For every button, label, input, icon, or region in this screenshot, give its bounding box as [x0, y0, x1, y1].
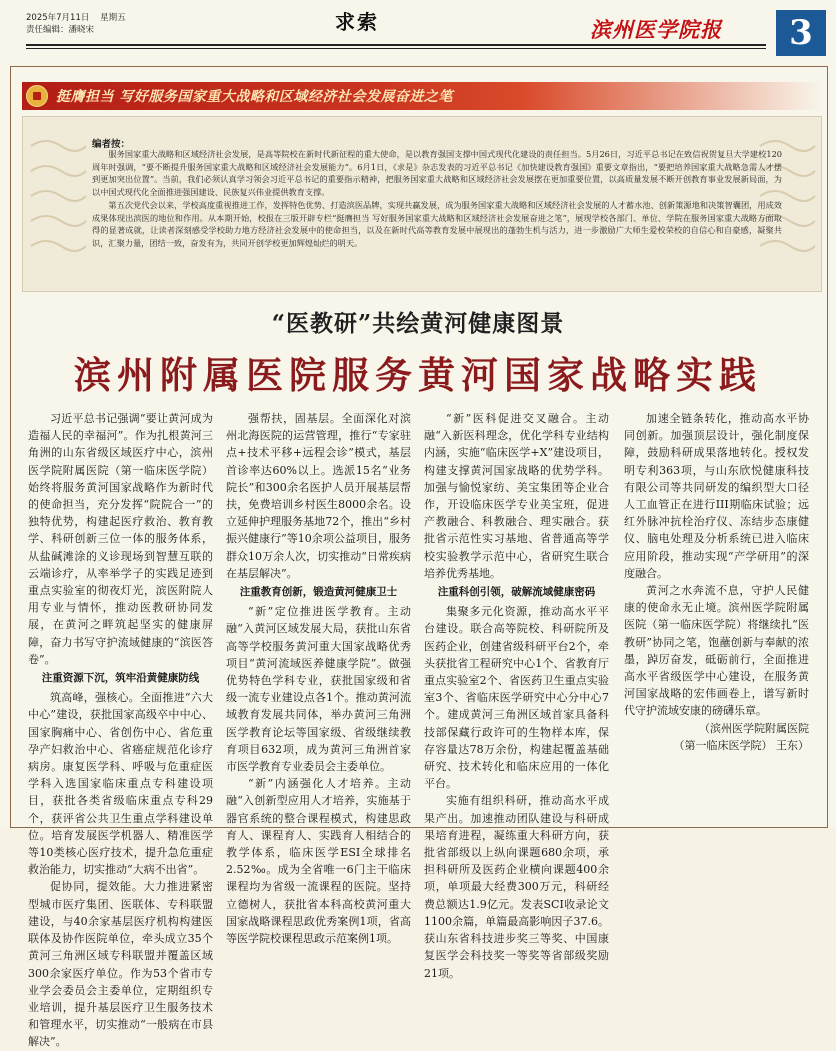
- author-signature: （滨州医学院附属医院: [699, 721, 809, 735]
- section-subheading: 注重科创引领，破解流域健康密码: [437, 586, 596, 599]
- article-paragraph: 促协同，提效能。大力推进紧密型城市医疗集团、医联体、专科联盟建设，与40余家基层医疗机构构建医联体及协作医院单位，牵头成立35个黄河三角洲区域专科联盟并覆盖区域300余家医疗单位。作为53个省市专业学会委员会主委单位，定期组织专业培训，提升基层医疗卫生服务技术和管理水平，切实推动“一般病在市县解决”。: [28, 880, 213, 1049]
- editor-note-paragraph: 第五次党代会以来，学校高度重视推进工作，发挥特色优势、打造滨医品牌，实现共赢发展，成为服务国家重大战略和区域经济社会发展的人才蓄水池、创新策源地和决策智囊团，用成效成果体现出滨医的地位和作用。从本期开始，校报在三版开辟专栏“挺膺担当 写好服务国家重大战略和区域经济社会发展奋进之笔”，展现学校各部门、单位、学院在服务国家重大战略方面取得的显著成就，让读者深刻感受学校助力地方经济社会发展中的使命担当，以及在新时代高等教育发展中展现出的蓬勃生机与活力，进一步激励广大师生爱校荣校的自信心和自豪感，凝聚共识，汇聚力量，团结一致，奋发有为，共同开创学校更加辉煌灿烂的明天。: [92, 199, 782, 248]
- section-title: 求索: [335, 10, 379, 34]
- masthead-rule-thin: [26, 48, 766, 49]
- wave-pattern-left-icon: [26, 126, 86, 276]
- page-number-badge: 3: [776, 10, 826, 56]
- editor-note-body: [92, 148, 782, 250]
- article-paragraph: “新”内涵强化人才培养。主动融“入创新型应用人才培养，实施基于器官系统的整合课程模式，构建思政育人、课程育人、实践育人相结合的教学体系，临床医学ESI全球排名2.52‰。成为全省唯一6门主干临床课程均为省级一流课程的医院。坚持立德树人，获批省本科高校黄河重大国家战略课程思政优秀案例1项，省高等医学院校课程思政示范案例1项。: [226, 777, 411, 946]
- party-emblem-icon: [26, 85, 48, 107]
- article-paragraph: 习近平总书记强调“要让黄河成为造福人民的幸福河”。作为扎根黄河三角洲的山东省级区域医疗中心，滨州医学院附属医院（第一临床医学院）始终将服务黄河国家战略作为新时代的使命担当，充分发挥“院院合一”的独特优势，构建起医疗救治、教育教学、科研创新三位一体的服务体系，从盐碱滩涂的义诊现场到智慧互联的云端诊疗，从率举学子的实践足迹到重点实验室的彻夜灯光，滨医附院人用专业与情怀，推动医教研协同发展，在黄河之畔筑起坚实的健康屏障，奋力书写守护流域健康的“滨医答卷”。: [28, 412, 213, 666]
- masthead-rule: [26, 44, 766, 46]
- article-paragraph: 强帮扶，固基层。全面深化对滨州北海医院的运营管理，推行“专家驻点+技术平移+远程会诊”模式，基层首诊率达60%以上。选派15名“业务院长”和300余名医护人员开展基层帮扶，免费培训乡村医生8000余名。设立延伸护理服务基地72个，推出“乡村振兴健康行”等10余项公益项目，服务群众10万余人次，切实推动“日常疾病在基层解决”。: [226, 412, 411, 580]
- editor-note-label: 编者按：: [92, 139, 131, 150]
- article-paragraph: “新”医科促进交叉融合。主动融“入新医科理念，优化学科专业结构内涵，实施“临床医学+X”建设项目，构建支撑黄河国家战略的优势学科。加强与愉悦家纺、美宝集团等企业合作，开设临床医学专业美宝班，促进产教融合、科教融合、理实融合。获批省示范性实习基地、省普通高等学校实验教学示范中心，省研究生联合培养优秀基地。: [424, 412, 609, 580]
- article-paragraph: 筑高峰，强核心。全面推进“六大中心”建设，获批国家高级卒中中心、国家胸痛中心、省创伤中心、省危重孕产妇救治中心、省癌症规范化诊疗病房。康复医学科、呼吸与危重症医学科入选国家临床重点专科建设项目，获批各类省级临床重点专科29个，获评省公共卫生重点学科建设单位。培育发展医学机器人、精准医学等10类核心医疗技术，提升急危重症救治能力，切实推动“大病不出省”。: [28, 691, 213, 877]
- issue-weekday: 星期五: [100, 13, 126, 23]
- article-paragraph: 加速全链条转化，推动高水平协同创新。加强顶层设计，强化制度保障，鼓励科研成果落地转化。授权发明专利363项，与山东欣悦健康科技有限公司等共同研发的编织型大口径人工血管正在进行III期临床试验；远红外脉冲抗栓治疗仪、冻结步态康健仪、脑电处理及分析系统已进入临床应用阶段，推动实现“产学研用”的深度融合。: [624, 412, 809, 580]
- issue-info: [26, 12, 126, 36]
- responsible-editor: 责任编辑：潘晓宋: [26, 25, 95, 35]
- masthead: [0, 0, 836, 62]
- editor-note-paragraph: 服务国家重大战略和区域经济社会发展，是高等院校在新时代新征程的重大使命，是以教育强国支撑中国式现代化建设的责任担当。5月26日，习近平总书记在致信祝贺复旦大学建校120周年时强调，“要不断提升服务国家重大战略和区域经济社会发展能力”。6月1日，《求是》杂志发表的习近平总书记《加快建设教育强国》重要文章指出，“要把培养国家重大战略急需人才摆到更加突出位置”。当前，我们必须认真学习领会习近平总书记的重要指示精神，把服务国家重大战略和区域经济社会发展摆在更加重要位置，以高质量发展不断开创教育事业发展新局面，为以中国式现代化全面推进强国建设、民族复兴伟业提供教育支撑。: [92, 149, 782, 198]
- banner-fade: [522, 82, 822, 110]
- banner-title: 挺膺担当 写好服务国家重大战略和区域经济社会发展奋进之笔: [56, 89, 453, 105]
- paper-name-logo: 滨州医学院报: [590, 17, 722, 42]
- article-column-4: [624, 410, 809, 828]
- article-paragraph: 黄河之水奔流不息，守护人民健康的使命永无止境。滨州医学院附属医院（第一临床医学院）将继续扎“医教研”协同之笔，饱蘸创新与奉献的浓墨，踔厉奋发，砥砺前行，全面推进高水平省级医学中心建设，在服务黄河国家战略的宏伟画卷上，谱写新时代守护流域安康的磅礴乐章。: [624, 584, 809, 718]
- article-column-1: [28, 410, 213, 1049]
- article-column-2: [226, 410, 411, 946]
- section-subheading: 注重资源下沉，筑牢沿黄健康防线: [41, 672, 200, 685]
- article-column-3: [424, 410, 609, 980]
- section-subheading: 注重教育创新，锻造黄河健康卫士: [239, 586, 398, 599]
- column-banner: [22, 82, 522, 110]
- article-paragraph: “新”定位推进医学教育。主动融“入黄河区域发展大局，获批山东省高等学校服务黄河重大国家战略优秀项目“黄河流域医养健康学院”。做强优势特色学科专业，获批国家级和省级一流专业建设点各1个。推动黄河流域教育发展共同体，举办黄河三角洲医学教育论坛等国家级、省级继续教育项目632项，成为黄河三角洲首家市医学教育专业委员会主委单位。: [226, 605, 411, 774]
- article-headline: 滨州附属医院服务黄河国家战略实践: [74, 353, 762, 397]
- article-subhead: “医教研”共绘黄河健康图景: [271, 310, 565, 337]
- article-paragraph: 集聚多元化资源，推动高水平平台建设。联合高等院校、科研院所及医药企业，创建省级科研平台2个，牵头获批省工程研究中心1个、省教育厅重点实验室2个、省医药卫生重点实验室3个、省临床医学研究中心分中心7个。建成黄河三角洲区域首家具备科技部保藏行政许可的生物样本库，保存容量达78万余份，构建起覆盖基础研究、技术转化和临床应用的一体化平台。: [424, 605, 609, 791]
- author-signature: （第一临床医学院） 王东）: [673, 738, 809, 752]
- issue-date: 2025年7月11日: [26, 13, 90, 23]
- article-paragraph: 实施有组织科研，推动高水平成果产出。加速推动团队建设与科研成果培育进程，凝练重大科研方向，获批省部级以上纵向课题680余项，承担科研所及医药企业横向课题400余项，单项最大经费300万元，科研经费总额达1.9亿元。发表SCI收录论文1100余篇，单篇最高影响因子37.6。获山东省科技进步奖三等奖、中国康复医学会科技奖一等奖等省部级奖励21项。: [424, 794, 609, 980]
